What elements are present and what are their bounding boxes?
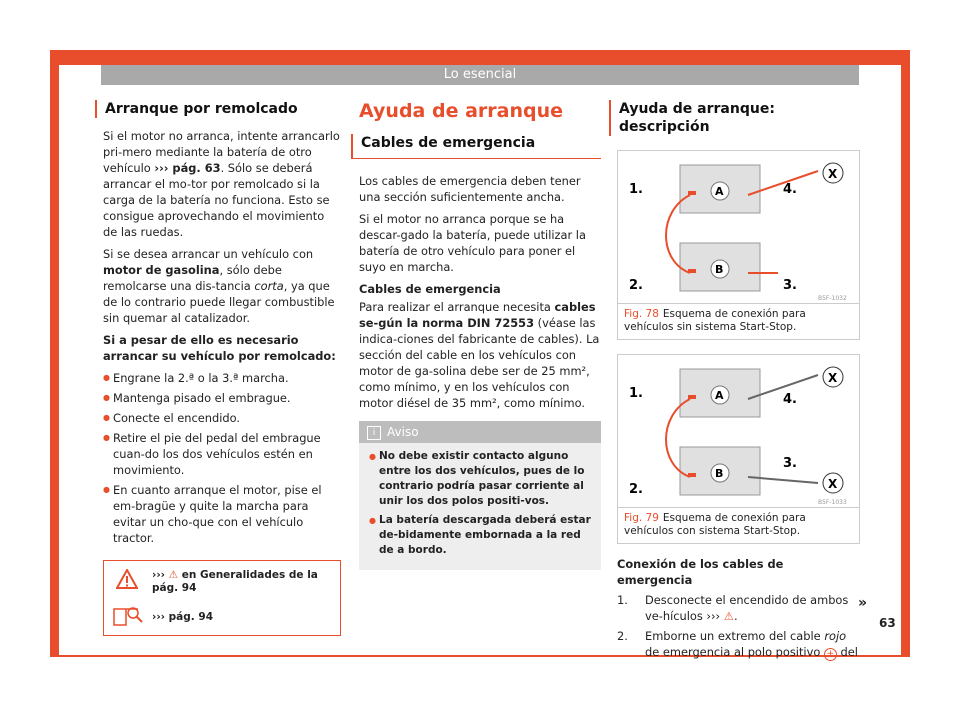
warning-reference[interactable] [152, 569, 318, 595]
page-number: 63 [879, 616, 896, 630]
figure-image [618, 355, 859, 508]
running-header: Lo esencial [101, 65, 859, 85]
list-item: ● Engrane la 2.ª o la 3.ª marcha. [103, 370, 341, 386]
callout-1: 1. [629, 182, 643, 197]
italic-text: corta [254, 279, 284, 293]
page-reference-link[interactable]: ››› pág. 94 [152, 611, 214, 623]
paragraph [103, 128, 341, 240]
caption-text: Esquema de conexión para vehículos sin sistema Start-Stop. [624, 308, 806, 333]
battery-diagram [618, 355, 859, 507]
text: . Sólo se deberá arrancar el mo-tor por remolcado si la carga de la batería no funciona. Esto se consigue aprovechando el movimiento de las ruedas. [103, 161, 330, 239]
list-item: ● No debe existir contacto alguno entre los dos vehículos, pues de lo contrario podría pasar corriente al unir los dos polos positi-vos. [369, 449, 591, 509]
list-item: ● Conecte el encendido. [103, 410, 341, 426]
figure-79 [617, 354, 860, 544]
battery-a-label: A [715, 389, 724, 402]
text: pág. 94 [152, 582, 197, 594]
plus-terminal-icon: + [824, 648, 837, 661]
warning-triangle-icon [116, 569, 138, 589]
text: Si el motor no arranca, intente arrancarlo pri-mero mediante la batería de otro vehículo [103, 129, 340, 175]
callout-2: 2. [629, 278, 643, 293]
text: (véase las indica-ciones del fabricante de cables). La sección del cable en los vehículos con motor de ga-solina debe ser de 25 mm², como mínimo, y en los vehículos con motor diésel de 35 mm², como mínimo. [359, 316, 600, 410]
list-item: ● Mantenga pisado el embrague. [103, 390, 341, 406]
bold-text: motor de gasolina [103, 263, 220, 277]
step-text: Emborne un extremo del cable [645, 629, 825, 643]
small-warning-icon: ⚠ [723, 609, 734, 623]
subheading: Si a pesar de ello es necesario arrancar su vehículo por remolcado: [103, 333, 336, 363]
figure-caption [618, 508, 859, 543]
continue-arrow: » [858, 595, 868, 611]
figure-code: B5F-1032 [818, 295, 847, 302]
italic-text: rojo [824, 629, 847, 643]
text: Para realizar el arranque necesita [359, 300, 555, 314]
callout-3: 3. [783, 456, 797, 471]
figure-78 [617, 150, 860, 340]
step-text: Desconecte el encendido de ambos ve-hículos ››› [645, 593, 849, 623]
figure-code: B5F-1033 [818, 499, 847, 506]
paragraph [103, 246, 341, 326]
column-right [617, 100, 860, 665]
text: , ya que de lo contrario puede llegar combustible sin quemar al catalizador. [103, 279, 335, 325]
paragraph: Los cables de emergencia deben tener una sección suficientemente ancha. [359, 174, 581, 204]
figure-caption [618, 304, 859, 339]
column-middle [359, 100, 601, 570]
paragraph [359, 299, 601, 411]
list-item: ● En cuanto arranque el motor, pise el em-bragüe y quite la marcha para evitar un cho-que con el vehículo tractor. [103, 482, 341, 546]
small-warning-icon: ⚠ [168, 569, 179, 581]
step-text: de emergencia al polo positivo [645, 645, 821, 659]
battery-b-label: B [715, 263, 724, 276]
callout-4: 4. [783, 182, 797, 197]
numbered-step [617, 628, 860, 661]
callout-1: 1. [629, 386, 643, 401]
section-heading: Ayuda de arranque: descripción [609, 100, 860, 136]
ground-x-label-bottom: X [828, 477, 838, 491]
column-left [103, 100, 341, 636]
figure-number: Fig. 78 [624, 308, 659, 320]
text: en Generalidades de la [178, 569, 318, 581]
battery-diagram [618, 151, 859, 303]
info-icon: i [367, 426, 381, 440]
figure-number: Fig. 79 [624, 512, 659, 524]
notice-title: Aviso [387, 425, 419, 439]
section-heading: Cables de emergencia [351, 134, 601, 159]
step-number: 2. [617, 629, 628, 643]
caption-text: Esquema de conexión para vehículos con sistema Start-Stop. [624, 512, 806, 537]
step-text: del [836, 645, 858, 659]
ground-x-label: X [828, 167, 838, 181]
text: Si se desea arrancar un vehículo con [103, 247, 314, 261]
step-number: 1. [617, 593, 628, 607]
list-item: ● Retire el pie del pedal del embrague cuan-do los dos vehículos estén en movimiento. [103, 430, 341, 478]
arrow-glyph: ››› [152, 569, 165, 581]
paragraph: Si el motor no arranca porque se ha descar-gado la batería, puede utilizar la batería de otro vehículo para poner el suyo en marcha. [359, 212, 586, 274]
list-item: ● La batería descargada deberá estar de-bidamente embornada a la red de a bordo. [369, 513, 591, 558]
subheading: Cables de emergencia [359, 282, 501, 296]
notice-body [359, 443, 601, 570]
subheading: Conexión de los cables de emergencia [617, 557, 784, 587]
numbered-step: 1. Desconecte el encendido de ambos ve-hículos ››› ⚠. [617, 593, 849, 623]
ground-x-label-top: X [828, 371, 838, 385]
cross-reference-box [103, 560, 341, 636]
callout-3: 3. [783, 278, 797, 293]
page-reference-link[interactable]: ››› pág. 63 [154, 161, 221, 175]
text: , sólo debe remolcarse una dis-tancia [103, 263, 282, 293]
battery-b-label: B [715, 467, 724, 480]
callout-4: 4. [783, 392, 797, 407]
section-heading: Arranque por remolcado [95, 100, 341, 118]
callout-2: 2. [629, 482, 643, 497]
battery-a-label: A [715, 185, 724, 198]
figure-image [618, 151, 859, 304]
book-read-icon [112, 605, 144, 627]
notice-box [359, 421, 601, 570]
notice-header [359, 421, 601, 443]
bold-text: cables se-gún la norma DIN 72553 [359, 300, 596, 330]
chapter-title: Ayuda de arranque [359, 100, 563, 122]
